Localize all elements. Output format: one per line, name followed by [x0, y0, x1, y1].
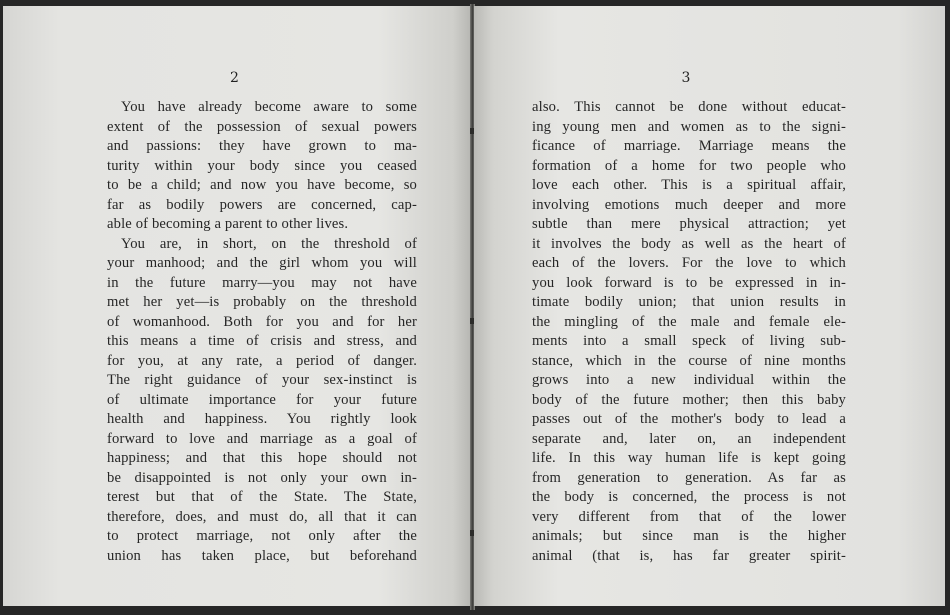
text-line: from generation to generation. As far as: [532, 469, 846, 486]
text-line: the body is concerned, the process is not: [532, 489, 846, 505]
text-line: formation of a home for two people who: [532, 157, 846, 174]
text-line: of ultimate importance for your future: [107, 391, 417, 408]
text-line: to protect marriage, not only after the: [107, 528, 417, 544]
text-line: be disappointed is not only your own in-: [107, 469, 417, 486]
text-line: subtle than mere physical attraction; yet: [532, 216, 846, 232]
text-line: the mingling of the male and female ele-: [532, 313, 846, 330]
text-line: You have already become aware to some: [121, 99, 417, 115]
text-line: forward to love and marriage as a goal of: [107, 430, 417, 447]
text-line: far as bodily powers are concerned, cap-: [107, 196, 417, 213]
page-number-left: 2: [230, 70, 239, 86]
text-line: health and happiness. You rightly look: [107, 411, 417, 427]
text-line: to be a child; and now you have become, so: [107, 177, 417, 193]
text-line: The right guidance of your sex-instinct is: [107, 372, 417, 388]
text-line: extent of the possession of sexual powers: [107, 118, 417, 135]
text-line: union has taken place, but beforehand: [107, 547, 417, 564]
text-line: and passions: they have grown to ma-: [107, 138, 417, 154]
text-line: happiness; and that this hope should not: [107, 450, 417, 466]
text-line: of womanhood. Both for you and for her: [107, 313, 417, 330]
text-line: met her yet—is probably on the threshold: [107, 294, 417, 310]
text-line: ments into a small speck of living sub-: [532, 333, 846, 349]
text-line: involving emotions much deeper and more: [532, 196, 846, 213]
text-line: grows into a new individual within the: [532, 372, 846, 388]
text-line: animals; but since man is the higher: [532, 528, 846, 544]
right-page: [474, 6, 945, 606]
text-line: separate and, later on, an independent: [532, 430, 846, 447]
text-line: this means a time of crisis and stress, and: [107, 333, 417, 349]
text-line: life. In this way human life is kept going: [532, 450, 846, 466]
text-line: ing young men and women as to the signi-: [532, 118, 846, 135]
text-line: terest but that of the State. The State,: [107, 489, 417, 505]
right-page-body: [532, 98, 846, 566]
text-line: able of becoming a parent to other lives.: [107, 216, 349, 232]
text-line: you look forward is to be expressed in in-: [532, 274, 846, 291]
text-line: animal (that is, has far greater spirit-: [532, 547, 846, 564]
text-line: turity within your body since you ceased: [107, 157, 417, 174]
text-line: love each other. This is a spiritual affair,: [532, 177, 846, 193]
text-line: very different from that of the lower: [532, 508, 846, 525]
text-line: passes out of the mother's body to lead a: [532, 411, 846, 427]
text-line: You are, in short, on the threshold of: [121, 235, 417, 252]
text-line: each of the lovers. For the love to which: [532, 255, 846, 271]
text-line: stance, which in the course of nine months: [532, 352, 846, 369]
text-line: ficance of marriage. Marriage means the: [532, 138, 846, 154]
text-line: in the future marry—you may not have: [107, 274, 417, 291]
left-page: [3, 6, 472, 606]
text-line: your manhood; and the girl whom you will: [107, 255, 417, 271]
text-line: therefore, does, and must do, all that it can: [107, 508, 417, 525]
left-page-body: [107, 98, 417, 566]
text-line: timate bodily union; that union results in: [532, 294, 846, 310]
text-line: for you, at any rate, a period of danger.: [107, 352, 417, 369]
text-line: also. This cannot be done without educat-: [532, 99, 846, 115]
text-line: body of the future mother; then this baby: [532, 391, 846, 408]
page-number-right: 3: [681, 70, 691, 86]
text-line: it involves the body as well as the heart of: [532, 235, 846, 252]
